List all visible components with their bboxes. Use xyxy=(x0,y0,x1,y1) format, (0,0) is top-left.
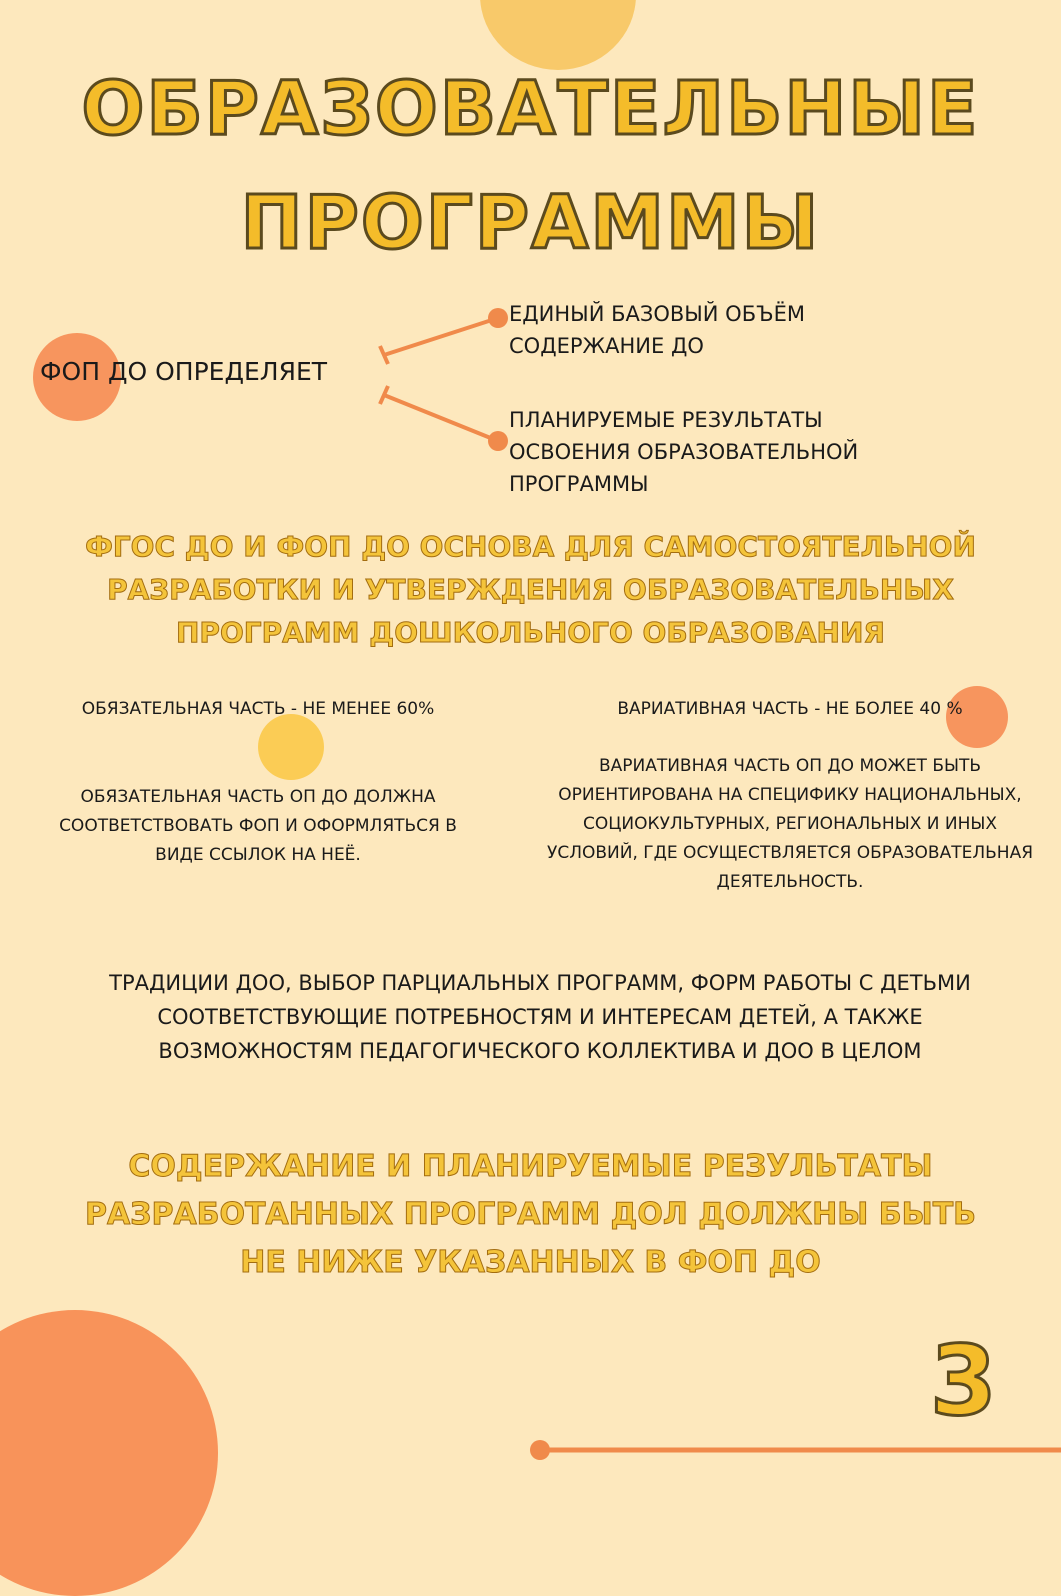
branch1-line2: СОДЕРЖАНИЕ ДО xyxy=(509,334,704,358)
mandatory-body: ОБЯЗАТЕЛЬНАЯ ЧАСТЬ ОП ДО ДОЛЖНА СООТВЕТСТВОВАТЬ ФОП И ОФОРМЛЯТЬСЯ В ВИДЕ ССЫЛОК НА НЕЁ. xyxy=(59,787,457,865)
page-title-line1: ОБРАЗОВАТЕЛЬНЫЕ xyxy=(81,66,980,152)
variable-body: ВАРИАТИВНАЯ ЧАСТЬ ОП ДО МОЖЕТ БЫТЬ ОРИЕНТИРОВАНА НА СПЕЦИФИКУ НАЦИОНАЛЬНЫХ, СОЦИОКУЛЬТУРНЫХ, РЕГИОНАЛЬНЫХ И ИНЫХ УСЛОВИЙ, ГДЕ ОСУЩЕСТВЛЯЕТСЯ ОБРАЗОВАТЕЛЬНАЯ ДЕЯТЕЛЬНОСТЬ. xyxy=(546,756,1034,892)
statement2-line3: НЕ НИЖЕ УКАЗАННЫХ В ФОП ДО xyxy=(240,1245,821,1280)
connector-bottom xyxy=(384,395,498,441)
diagram-branch-results xyxy=(509,404,858,500)
statement1-line2: РАЗРАБОТКИ И УТВЕРЖДЕНИЯ ОБРАЗОВАТЕЛЬНЫХ xyxy=(107,573,954,606)
statement2-line1: СОДЕРЖАНИЕ И ПЛАНИРУЕМЫЕ РЕЗУЛЬТАТЫ xyxy=(128,1149,933,1184)
traditions-text: ТРАДИЦИИ ДОО, ВЫБОР ПАРЦИАЛЬНЫХ ПРОГРАММ, ФОРМ РАБОТЫ С ДЕТЬМИ СООТВЕТСТВУЮЩИЕ ПОТРЕБНОСТЯМ И ИНТЕРЕСАМ ДЕТЕЙ, А ТАКЖЕ ВОЗМОЖНОСТЯМ ПЕДАГОГИЧЕСКОГО КОЛЛЕКТИВА И ДОО В ЦЕЛОМ xyxy=(109,971,971,1063)
statement2-line2: РАЗРАБОТАННЫХ ПРОГРАММ ДОЛ ДОЛЖНЫ БЫТЬ xyxy=(84,1197,977,1232)
statement1-line1: ФГОС ДО И ФОП ДО ОСНОВА ДЛЯ САМОСТОЯТЕЛЬНОЙ xyxy=(85,530,976,563)
diagram-branch-content xyxy=(509,298,805,362)
diagram-root: ФОП ДО ОПРЕДЕЛЯЕТ xyxy=(40,357,328,386)
statement1-line3: ПРОГРАММ ДОШКОЛЬНОГО ОБРАЗОВАНИЯ xyxy=(176,616,885,649)
page-number: 3 xyxy=(930,1325,997,1437)
variable-heading: ВАРИАТИВНАЯ ЧАСТЬ - НЕ БОЛЕЕ 40 % xyxy=(617,699,963,719)
branch1-line1: ЕДИНЫЙ БАЗОВЫЙ ОБЪЁМ xyxy=(509,302,805,326)
node-bottom xyxy=(488,431,508,451)
branch2-line2: ОСВОЕНИЯ ОБРАЗОВАТЕЛЬНОЙ xyxy=(509,440,859,464)
branch2-line1: ПЛАНИРУЕМЫЕ РЕЗУЛЬТАТЫ xyxy=(509,408,823,432)
branch2-line3: ПРОГРАММЫ xyxy=(509,472,649,496)
connector-top xyxy=(384,318,498,355)
mandatory-heading: ОБЯЗАТЕЛЬНАЯ ЧАСТЬ - НЕ МЕНЕЕ 60% xyxy=(81,699,435,719)
statement-content xyxy=(0,1143,1061,1287)
node-top xyxy=(488,308,508,328)
footer-line-dot xyxy=(530,1440,550,1460)
page-title-line2: ПРОГРАММЫ xyxy=(240,180,821,266)
statement-fgos xyxy=(0,525,1061,654)
